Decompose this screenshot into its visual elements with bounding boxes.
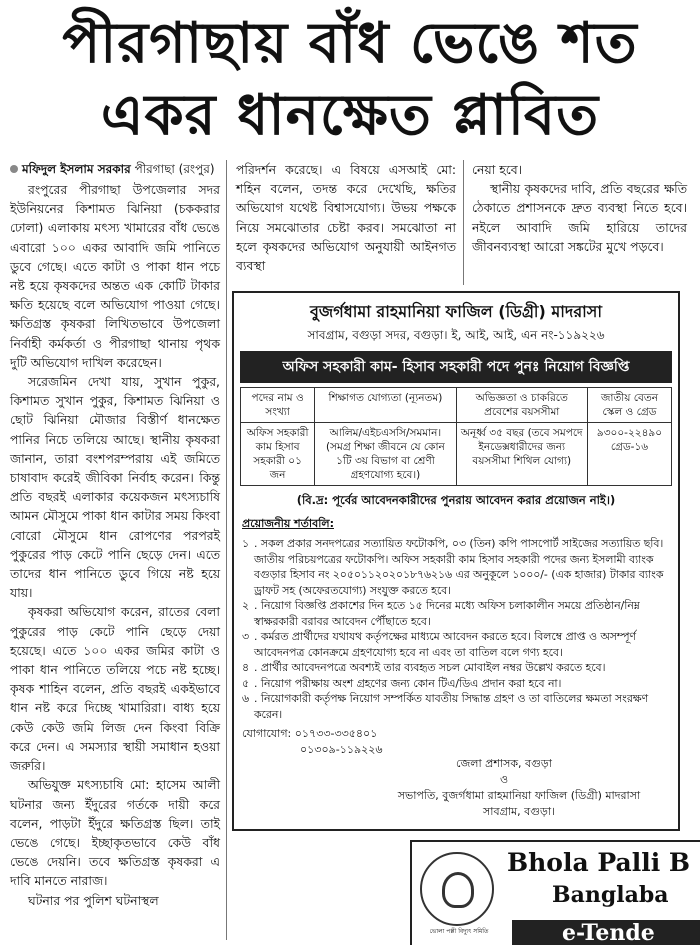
job-advertisement: [232, 291, 680, 831]
list-item: ৪ . প্রার্থীর আবেদনপত্রে অবশ্যই তার ব্যবহৃত সচল মোবাইল নম্বর উল্লেখ করতে হবে।: [242, 661, 606, 674]
bulb-logo-icon: [420, 852, 494, 926]
ad-title: বুজর্গধামা রাহমানিয়া ফাজিল (ডিগ্রী) মাদরাসা: [310, 302, 602, 321]
bullet-icon: [10, 165, 18, 173]
headline-line1: পীরগাছায় বাঁধ ভেঙে শত: [62, 11, 638, 76]
list-item: ৩ . কর্মরত প্রার্থীদের যথাযথ কর্তৃপক্ষের মাধ্যমে আবেদন করতে হবে। বিলম্বে প্রাপ্ত ও অসম্পূর্ণ আবেদনপত্র কোনক্রমে গ্রহণযোগ্য হবে না এবং তা বাতিল বলে গণ্য হবে।: [242, 630, 636, 659]
column-divider: [463, 160, 464, 285]
ad-banner: অফিস সহকারী কাম- হিসাব সহকারী পদে পুনঃ নিয়োগ বিজ্ঞপ্তি: [240, 351, 672, 383]
paragraph: স্থানীয় কৃষকদের দাবি, প্রতি বছরের ক্ষতি ঠেকাতে প্রশাসনকে দ্রুত ব্যবস্থা নিতে হবে। নইলে আবাদি জমি হারিয়ে তাদের জীবনব্যবস্থা আরো সঙ্কটের মুখে পড়বে।: [472, 181, 687, 254]
tender-banner: e-Tende: [512, 920, 700, 945]
signature-and: ও: [499, 773, 509, 786]
tender-subtitle: Banglaba: [552, 882, 669, 908]
tender-advertisement: [410, 840, 700, 945]
list-item: ১ . সকল প্রকার সনদপত্রের সত্যায়িত ফটোকপি, ০৩ (তিন) কপি পাসপোর্ট সাইজের সত্যায়িত ছবি। জাতীয় পরিচয়পত্রের ফটোকপি। অফিস সহকারী কাম হিসাব সহকারী পদের জন্য ইসলামী ব্যাংক বগুড়ার হিসাব নং ২০৫০১১২০২০১৮৭৬২১৬ এর অনুকূলে ১০০০/- (এক হাজার) টাকার ব্যাংক ড্রাফট সহ (অফেরতযোগ্য) সংযুক্ত করতে হবে।: [242, 537, 664, 597]
signature-1: জেলা প্রশাসক, বগুড়া: [456, 757, 552, 770]
signature-3: সাবগ্রাম, বগুড়া।: [483, 805, 555, 818]
article-column-1: [10, 160, 220, 910]
logo-caption: ভোলা পল্লী বিদ্যুৎ সমিতি: [429, 928, 489, 935]
paragraph: নেয়া হবে।: [472, 162, 523, 177]
tender-title: Bhola Palli B: [507, 848, 691, 877]
paragraph: পরিদর্শন করেছে। এ বিষয়ে এসআই মো: শহিন বলেন, তদন্ত করে দেখেছি, ক্ষতির অভিযোগ যথেষ্ট বিশ্বাসযোগ্য। উভয় পক্ষকে নিয়ে সমঝোতার চেষ্টা করব। সমঝোতা না হলে কৃষকদের অভিযোগ অনুযায়ী আইনগত ব্যবস্থা: [236, 162, 456, 274]
byline: [10, 160, 220, 178]
paragraph: কৃষকরা অভিযোগ করেন, রাতের বেলা পুকুরের পাড় কেটে পানি ছেড়ে দেয়া হয়েছে। এতে ১০০ একর জমির কাটা ও পাকা ধান পানিতে তলিয়ে পচে নষ্ট হচ্ছে। কৃষক শাহিন বলেন, প্রতি বছরই একইভাবে ধান নষ্ট করে দিচ্ছে খামারিরা। বাধ্য হয়ে কেউ কেউ জমি লিজ দেন কিংবা বিক্রি করে দেন। এ সমস্যার স্থায়ী সমাধান হওয়া জরুরি।: [10, 604, 220, 774]
headline-line2: একর ধানক্ষেত প্লাবিত: [100, 83, 600, 148]
list-item: ৫ . নিয়োগ পরীক্ষায় অংশ গ্রহণের জন্য কোন টিএ/ডিএ প্রদান করা হবে না।: [242, 676, 562, 690]
article-column-2: [236, 160, 456, 275]
ad-table: [240, 387, 672, 486]
table-header: শিক্ষাগত যোগ্যতা (ন্যূনতম): [315, 388, 456, 423]
table-row: [241, 423, 672, 486]
contact-block: [242, 726, 670, 758]
ad-note: (বি.দ্র: পূর্বের আবেদনকারীদের পুনরায় আবেদন করার প্রয়োজন নাই।): [296, 493, 616, 507]
conditions-list: [242, 536, 670, 722]
table-header: পদের নাম ও সংখ্যা: [241, 388, 315, 423]
list-item: ৬ . নিয়োগকারী কর্তৃপক্ষ নিয়োগ সম্পর্কিত যাবতীয় সিদ্ধান্ত গ্রহণ ও তা বাতিলের ক্ষমতা সংরক্ষণ করেন।: [242, 692, 649, 721]
requirements-title: প্রয়োজনীয় শর্তাবলি:: [242, 517, 334, 530]
list-item: ২ . নিয়োগ বিজ্ঞপ্তি প্রকাশের দিন হতে ১৫ দিনের মধ্যে অফিস চলাকালীন সময়ে প্রতিষ্ঠান/নিম্ন স্বাক্ষরকারী বরাবর আবেদন পৌঁছাতে হবে।: [242, 599, 640, 628]
byline-author: মফিদুল ইসলাম সরকার: [22, 162, 131, 176]
paragraph: সরেজমিন দেখা যায়, সুখান পুকুর, কিশামত সুখান পুকুর, কিশামত ঝিনিয়া ও ছোট ঝিনিয়া মৌজার বিস্তীর্ণ ধানক্ষেত পানির নিচে তলিয়ে আছে। স্থানীয় কৃষকরা জানান, তারা বংশপরম্পরায় এই জমিতে চাষাবাদ করেই জীবিকা নির্বাহ করেন। কিন্তু প্রতি বছরই এলাকার কয়েকজন মৎস্যচাষি আমন মৌসুমে পাকা ধান কাটার সময় কিংবা বোরো মৌসুমে ধান রোপণের পরপরই পুকুরের পাড় কেটে পানি ছেড়ে দেন। এতে তাদের ধান পানিতে ডুবে গিয়ে নষ্ট হয়ে যায়।: [10, 374, 220, 601]
table-header-row: [241, 388, 672, 423]
paragraph: অভিযুক্ত মৎস্যচাষি মো: হাসেম আলী ঘটনার জন্য ইঁদুরের গর্তকে দায়ী করে বলেন, পাড়টা ইঁদুরে ক্ষতিগ্রস্ত ছিল। তাই ভেঙে গেছে। ইচ্ছাকৃতভাবে কেউ বাঁধ ভেঙে দেয়নি। তবে ক্ষতিগ্রস্ত কৃষকরা এ দাবি মানতে নারাজ।: [10, 777, 220, 889]
article-column-3: [472, 160, 687, 256]
paragraph: রংপুরের পীরগাছা উপজেলার সদর ইউনিয়নের কিশামত ঝিনিয়া (চককরার ঢোলা) এলাকায় মৎস্য খামারের বাঁধ ভেঙে এবারো ১০০ একর আবাদি জমি পানিতে ডুবে গেছে। এতে কাটা ও পাকা ধান পচে নষ্ট হয়ে কৃষকদের অন্তত এক কোটি টাকার ক্ষতি হয়েছে বলে অভিযোগ পাওয়া গেছে। ক্ষতিগ্রস্ত কৃষকরা লিখিতভাবে উপজেলা নির্বাহী কর্মকর্তা ও পীরগাছা থানায় পৃথক দুটি অভিযোগ দাখিল করেছেন।: [10, 182, 220, 370]
table-cell: অফিস সহকারী কাম হিসাব সহকারী ০১ জন: [241, 423, 315, 486]
paragraph: ঘটনার পর পুলিশ ঘটনাস্থল: [28, 892, 159, 908]
contact-phone-2: ০১৩০৯-১১৯২২৬: [300, 743, 383, 756]
ad-subtitle: সাবগ্রাম, বগুড়া সদর, বগুড়া। ই, আই, আই, এন নং-১১৯২২৬: [307, 328, 605, 342]
contact-phone-1: যোগাযোগ: ০১৭৩৩-৩৩৫৪০১: [242, 727, 378, 740]
byline-place: পীরগাছা (রংপুর): [134, 162, 215, 176]
signature-2: সভাপতি, বুজর্গধামা রাহমানিয়া ফাজিল (ডিগ্রী) মাদরাসা: [397, 789, 641, 802]
table-cell: আলিম/এইচএসসি/সমমান। (সমগ্র শিক্ষা জীবনে যে কোন ১টি ৩য় বিভাগ বা শ্রেণী গ্রহণযোগ্য হবে।): [315, 423, 456, 486]
table-cell: ৯৩০০-২২৪৯০ গ্রেড-১৬: [587, 423, 671, 486]
table-header: জাতীয় বেতন স্কেল ও গ্রেড: [587, 388, 671, 423]
table-header: অভিজ্ঞতা ও চাকরিতে প্রবেশের বয়সসীমা: [456, 388, 587, 423]
table-cell: অনূর্ধ্ব ৩৫ বছর (তবে সমপদে ইনডেক্সধারীদের জন্য বয়সসীমা শিথিল যোগ্য): [456, 423, 587, 486]
column-divider: [226, 160, 227, 940]
